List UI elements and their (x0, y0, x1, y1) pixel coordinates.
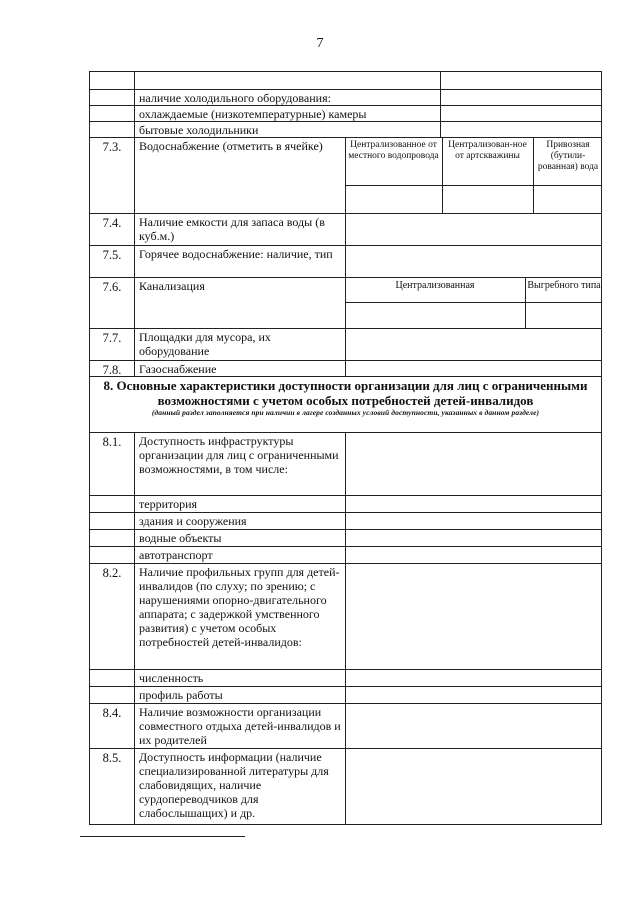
table-row (89, 703, 602, 748)
row-number: 7.3. (102, 140, 122, 154)
row-label: Горячее водоснабжение: наличие, тип (139, 247, 333, 261)
row-number: 7.5. (102, 248, 122, 262)
row-label: Площадки для мусора, их оборудование (139, 330, 271, 358)
row-label: Доступность информации (наличие специализированной литературы для слабовидящих, наличие сурдопереводчиков для слабослышащих) и др. (139, 750, 329, 820)
table-row (89, 277, 602, 328)
table-row (89, 137, 602, 213)
row-label: профиль работы (139, 688, 223, 702)
table-row (89, 669, 602, 686)
row-label: Наличие профильных групп для детей-инвалидов (по слуху; по зрению; с нарушениями опорно-двигательного аппарата; с задержкой умственного развития) с учетом особых потребностей детей-инвалидов: (139, 565, 340, 649)
row-number: 8.2. (102, 566, 122, 580)
row-label: охлаждаемые (низкотемпературные) камеры (139, 107, 367, 121)
footnote-separator (80, 836, 245, 837)
section-note: (данный раздел заполняется при наличии в лагере созданных условий доступности, указанных в данном разделе) (151, 408, 540, 417)
table-row (89, 546, 602, 563)
document-table (89, 71, 602, 825)
row-label: бытовые холодильники (139, 123, 259, 137)
page-number: 7 (316, 36, 324, 51)
row-label: Наличие возможности организации совместного отдыха детей-инвалидов и их родителей (139, 705, 341, 747)
sewer-central-header: Централизованная (395, 280, 475, 291)
table-row (89, 105, 602, 121)
row-label: численность (139, 671, 204, 685)
row-label: наличие холодильного оборудования: (139, 91, 331, 105)
table-row (89, 121, 602, 137)
water-central-header: Централизованное от местного водопровода (348, 140, 439, 161)
row-number: 8.1. (102, 435, 122, 449)
row-label: Водоснабжение (отметить в ячейке) (139, 139, 323, 153)
table-row (89, 89, 602, 105)
row-label: Канализация (139, 279, 205, 293)
table-row (89, 360, 602, 376)
row-number: 7.8. (102, 363, 122, 377)
row-label: Газоснабжение (139, 362, 217, 376)
row-label: водные объекты (139, 531, 222, 545)
table-row (89, 495, 602, 512)
table-row (89, 529, 602, 546)
row-number: 8.4. (102, 706, 122, 720)
section-title: 8. Основные характеристики доступности организации для лиц с ограниченными возможностями с учетом особых потребностей детей-инвалидов (103, 378, 588, 408)
section-8-header (89, 376, 602, 432)
row-number: 7.4. (102, 216, 122, 230)
row-number: 7.7. (102, 331, 122, 345)
row-number: 7.6. (102, 280, 122, 294)
table-row (89, 245, 602, 277)
table-row (89, 686, 602, 703)
row-label: территория (139, 497, 198, 511)
table-row (89, 71, 602, 89)
row-label: Доступность инфраструктуры организации для лиц с ограниченными возможностями, в том числе: (139, 434, 339, 476)
table-row (89, 748, 602, 825)
table-row (89, 213, 602, 245)
row-number: 8.5. (102, 751, 122, 765)
water-artesian-header: Централизован-ное от артскважины (448, 140, 527, 161)
table-row (89, 512, 602, 529)
row-label: здания и сооружения (139, 514, 247, 528)
table-row (89, 328, 602, 360)
row-label: автотранспорт (139, 548, 213, 562)
table-row (89, 432, 602, 495)
sewer-cesspool-header: Выгребного типа (527, 280, 601, 291)
row-label: Наличие емкости для запаса воды (в куб.м.) (139, 215, 325, 243)
table-row (89, 563, 602, 669)
water-bottled-header: Привозная (бутили-рованная) вода (537, 140, 599, 172)
